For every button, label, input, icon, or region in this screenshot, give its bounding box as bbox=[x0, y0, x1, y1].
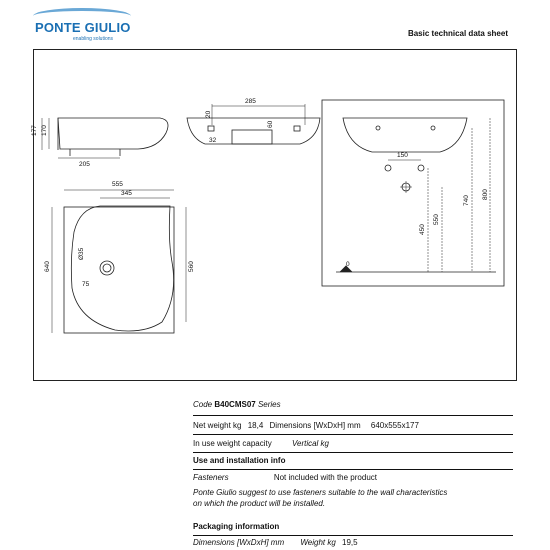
capacity-value: Vertical kg bbox=[291, 439, 330, 448]
brand-name: PONTE GIULIO bbox=[35, 20, 131, 35]
divider bbox=[193, 415, 513, 416]
use-install-title: Use and installation info bbox=[193, 456, 286, 465]
packaging-weight-label: Weight kg bbox=[300, 538, 336, 547]
divider bbox=[193, 434, 513, 435]
dim-top-20: 20 bbox=[205, 110, 212, 118]
code-row bbox=[193, 400, 513, 409]
back-view bbox=[187, 104, 320, 144]
dim-floor-zero: 0 bbox=[346, 261, 350, 268]
net-weight-label: Net weight kg bbox=[193, 421, 242, 430]
dim-front-450: 450 bbox=[419, 224, 426, 235]
dim-top-60: 60 bbox=[267, 120, 274, 128]
packaging-title: Packaging information bbox=[193, 522, 280, 531]
divider bbox=[193, 469, 513, 470]
weight-dimensions-row bbox=[193, 421, 513, 430]
net-weight-value: 18,4 bbox=[247, 421, 264, 430]
fasteners-note-line2: on which the product will be installed. bbox=[193, 499, 326, 508]
fasteners-note-line1: Ponte Giulio suggest to use fasteners suitable to the wall characteristics bbox=[193, 488, 448, 497]
divider bbox=[193, 535, 513, 536]
fasteners-value: Not included with the product bbox=[273, 473, 377, 482]
series-label: Series bbox=[257, 400, 281, 409]
packaging-dimensions-label: Dimensions [WxDxH] mm bbox=[193, 538, 285, 547]
dim-plan-560: 560 bbox=[188, 261, 195, 272]
dim-top-285: 285 bbox=[245, 98, 256, 105]
capacity-row bbox=[193, 439, 513, 448]
dim-plan-75: 75 bbox=[82, 281, 90, 288]
dim-plan-hole: Ø35 bbox=[78, 247, 85, 260]
dim-side-205: 205 bbox=[79, 161, 90, 168]
dim-plan-555: 555 bbox=[112, 181, 123, 188]
dim-front-800: 800 bbox=[482, 189, 489, 200]
dim-top-32: 32 bbox=[209, 137, 217, 144]
dimensions-label: Dimensions [WxDxH] mm bbox=[269, 421, 361, 430]
code-label: Code bbox=[193, 400, 213, 409]
capacity-label: In use weight capacity bbox=[193, 439, 272, 448]
fasteners-row bbox=[193, 473, 513, 482]
packaging-row bbox=[193, 538, 513, 547]
dim-side-177: 177 bbox=[31, 125, 38, 136]
product-code: B40CMS07 bbox=[214, 400, 256, 409]
dim-side-170: 170 bbox=[41, 125, 48, 136]
dim-plan-640: 640 bbox=[44, 261, 51, 272]
front-view bbox=[322, 100, 504, 286]
brand-tagline: enabling solutions bbox=[73, 36, 114, 42]
divider bbox=[193, 452, 513, 453]
dim-front-150: 150 bbox=[397, 152, 408, 159]
side-view bbox=[42, 118, 168, 158]
dim-front-740: 740 bbox=[463, 195, 470, 206]
fasteners-label: Fasteners bbox=[193, 473, 229, 482]
dim-plan-345: 345 bbox=[121, 190, 132, 197]
dimensions-value: 640x555x177 bbox=[370, 421, 419, 430]
packaging-weight-value: 19,5 bbox=[342, 538, 358, 547]
dim-front-550: 550 bbox=[433, 214, 440, 225]
sheet-title: Basic technical data sheet bbox=[407, 29, 508, 38]
plan-view bbox=[52, 190, 186, 333]
